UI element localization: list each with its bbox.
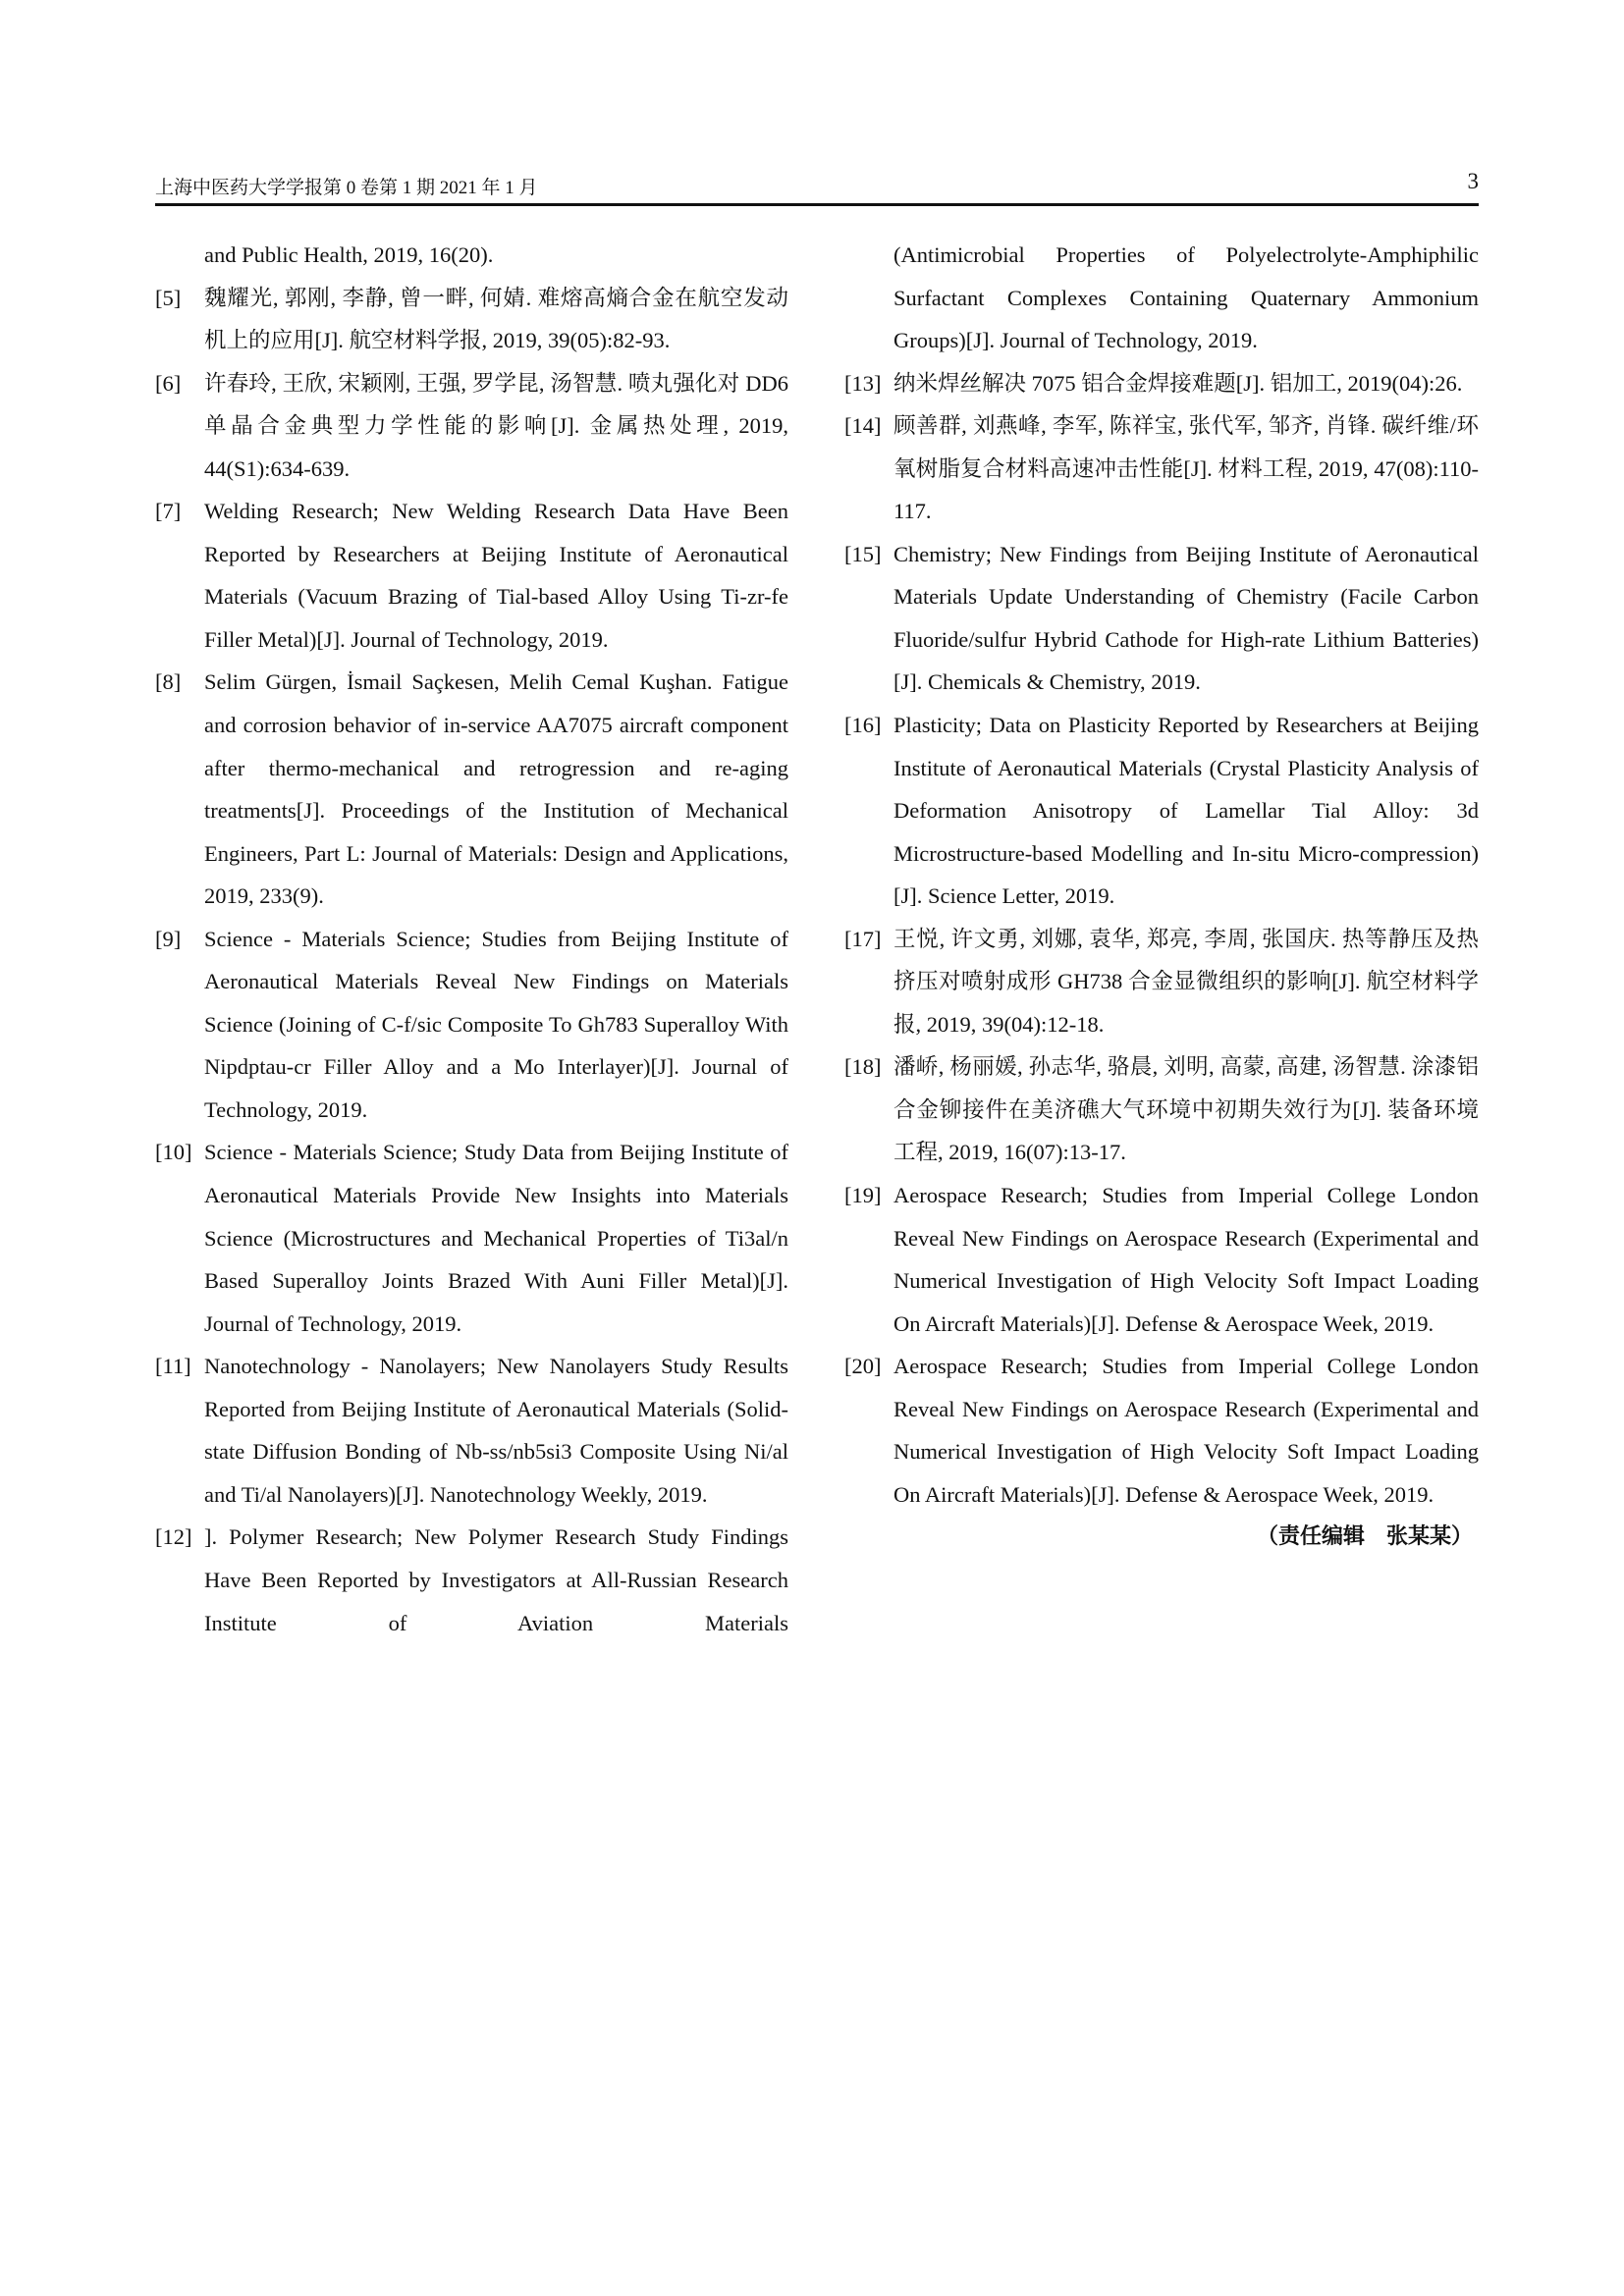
left-column (155, 234, 788, 1644)
right-column (844, 234, 1479, 1559)
reference-item (844, 1045, 1479, 1174)
reference-item (844, 404, 1479, 533)
reference-item (155, 1131, 788, 1345)
reference-item (155, 1345, 788, 1516)
running-header (155, 171, 1479, 200)
reference-text: Nanotechnology - Nanolayers; New Nanolayers Study Results Reported from Beijing Institute of Aeronautical Materials (Solid-state Diffusion Bonding of Nb-ss/nb5si3 Composite Using Ni/al and Ti/al Nanolayers)[J]. Nanotechnology Weekly, 2019. (204, 1354, 788, 1507)
reference-number: [8] (155, 669, 182, 695)
header-rule (155, 203, 1479, 206)
reference-text: Chemistry; New Findings from Beijing Institute of Aeronautical Materials Update Understanding of Chemistry (Facile Carbon Fluoride/sulfur Hybrid Cathode for High-rate Lithium Batteries)[J]. Chemicals & Chemistry, 2019. (893, 541, 1479, 695)
reference-text: 顾善群, 刘燕峰, 李军, 陈祥宝, 张代军, 邹齐, 肖锋. 碳纤维/环氧树脂复合材料高速冲击性能[J]. 材料工程, 2019, 47(08):110-117. (893, 413, 1479, 524)
reference-item (155, 918, 788, 1132)
reference-number: [11] (155, 1354, 191, 1379)
journal-title: 上海中医药大学学报第 0 卷第 1 期 2021 年 1 月 (155, 178, 538, 198)
page-number: 3 (1467, 169, 1479, 193)
reference-text: 魏耀光, 郭刚, 李静, 曾一畔, 何婧. 难熔高熵合金在航空发动机上的应用[J]. 航空材料学报, 2019, 39(05):82-93. (204, 285, 788, 353)
reference-text: Science - Materials Science; Study Data from Beijing Institute of Aeronautical Materials Provide New Insights into Materials Science (Microstructures and Mechanical Properties of Ti3al/n Based Superalloy Joints Brazed With Auni Filler Metal)[J]. Journal of Technology, 2019. (204, 1140, 788, 1336)
reference-number: [14] (844, 413, 882, 439)
reference-number: [20] (844, 1354, 882, 1379)
reference-number: [16] (844, 713, 882, 738)
reference-item (155, 277, 788, 362)
reference-item (844, 1345, 1479, 1516)
reference-item (844, 704, 1479, 918)
reference-number: [6] (155, 370, 182, 396)
reference-item (844, 362, 1479, 405)
reference-item (844, 1174, 1479, 1345)
reference-text: 潘峤, 杨丽媛, 孙志华, 骆晨, 刘明, 高蒙, 高建, 汤智慧. 涂漆铝合金铆接件在美济礁大气环境中初期失效行为[J]. 装备环境工程, 2019, 16(07):13-17. (893, 1054, 1479, 1165)
reference-item (155, 661, 788, 917)
reference-number: [7] (155, 499, 182, 524)
reference-continuation: (Antimicrobial Properties of Polyelectrolyte-Amphiphilic Surfactant Complexes Containing Quaternary Ammonium Groups)[J]. Journal of Technology, 2019. (893, 242, 1479, 353)
reference-text: 纳米焊丝解决 7075 铝合金焊接难题[J]. 铝加工, 2019(04):26. (893, 370, 1463, 396)
reference-item (844, 918, 1479, 1046)
responsible-editor: （责任编辑 张某某） (1256, 1524, 1473, 1550)
reference-text: Selim Gürgen, İsmail Saçkesen, Melih Cemal Kuşhan. Fatigue and corrosion behavior of in-service AA7075 aircraft component after thermo-mechanical and retrogression and re-aging treatments[J]. Proceedings of the Institution of Mechanical Engineers, Part L: Journal of Materials: Design and Applications, 2019, 233(9). (204, 669, 788, 909)
reference-text: Aerospace Research; Studies from Imperial College London Reveal New Findings on Aerospace Research (Experimental and Numerical Investigation of High Velocity Soft Impact Loading On Aircraft Materials)[J]. Defense & Aerospace Week, 2019. (893, 1354, 1479, 1507)
reference-number: [18] (844, 1054, 882, 1080)
reference-item (155, 490, 788, 661)
reference-number: [5] (155, 285, 182, 310)
reference-number: [15] (844, 541, 882, 566)
reference-text: Science - Materials Science; Studies from Beijing Institute of Aeronautical Materials Reveal New Findings on Materials Science (Joining of C-f/sic Composite To Gh783 Superalloy With Nipdptau-cr Filler Alloy and a Mo Interlayer)[J]. Journal of Technology, 2019. (204, 926, 788, 1122)
reference-number: [9] (155, 926, 182, 951)
reference-text: Aerospace Research; Studies from Imperial College London Reveal New Findings on Aerospace Research (Experimental and Numerical Investigation of High Velocity Soft Impact Loading On Aircraft Materials)[J]. Defense & Aerospace Week, 2019. (893, 1183, 1479, 1336)
reference-text: ]. Polymer Research; New Polymer Research Study Findings Have Been Reported by Investigators at All-Russian Research Institute of Aviation Materials (204, 1524, 788, 1635)
reference-number: [12] (155, 1524, 192, 1550)
reference-continuation: and Public Health, 2019, 16(20). (204, 242, 494, 267)
reference-number: [10] (155, 1140, 192, 1165)
reference-item (155, 362, 788, 491)
reference-text: Welding Research; New Welding Research Data Have Been Reported by Researchers at Beijing Institute of Aeronautical Materials (Vacuum Brazing of Tial-based Alloy Using Ti-zr-fe Filler Metal)[J]. Journal of Technology, 2019. (204, 499, 788, 652)
reference-text: Plasticity; Data on Plasticity Reported by Researchers at Beijing Institute of Aeronautical Materials (Crystal Plasticity Analysis of Deformation Anisotropy of Lamellar Tial Alloy: 3d Microstructure-based Modelling and In-situ Micro-compression)[J]. Science Letter, 2019. (893, 713, 1479, 909)
reference-item (155, 1516, 788, 1644)
reference-number: [17] (844, 926, 882, 951)
reference-number: [13] (844, 370, 882, 396)
reference-number: [19] (844, 1183, 882, 1208)
reference-item (844, 533, 1479, 704)
reference-text: 许春玲, 王欣, 宋颖刚, 王强, 罗学昆, 汤智慧. 喷丸强化对 DD6 单晶合金典型力学性能的影响[J]. 金属热处理, 2019, 44(S1):634-639. (204, 370, 788, 481)
reference-text: 王悦, 许文勇, 刘娜, 袁华, 郑亮, 李周, 张国庆. 热等静压及热挤压对喷射成形 GH738 合金显微组织的影响[J]. 航空材料学报, 2019, 39(04):12-18. (893, 926, 1479, 1037)
